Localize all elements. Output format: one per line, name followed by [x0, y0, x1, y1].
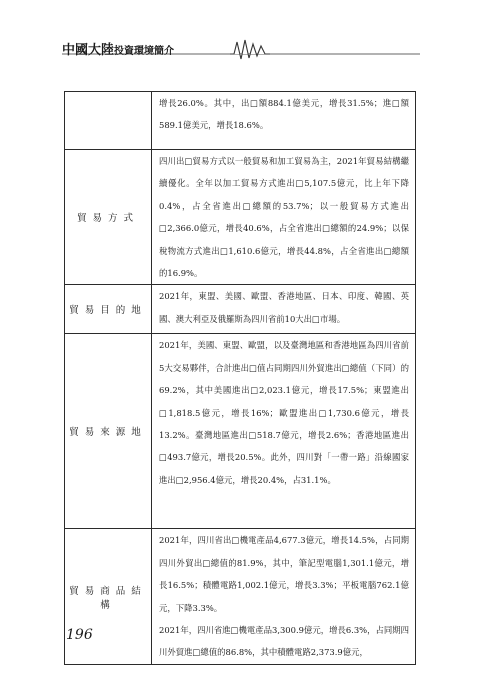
content-paragraph: 增長26.0%。其中，出□額884.1億美元，增長31.5%；進□額589.1億美元，增長18.6%。 [159, 98, 409, 131]
publication-title-sub: 投資環境簡介 [114, 46, 175, 57]
content-paragraph: 2021年，東盟、美國、歐盟、香港地區、日本、印度、韓國、英國、澳大利亞及俄羅斯為四川省前10大出□市場。 [159, 291, 409, 324]
row-content [152, 334, 416, 529]
row-content [152, 92, 416, 150]
content-paragraph: 四川出□貿易方式以一般貿易和加工貿易為主，2021年貿易結構繼續優化。全年以加工貿易方式進出□5,107.5億元，比上年下降0.4%，占全省進出□總額的53.7%；以一般貿易方式進出□2,366.0億元，增長40.6%，占全省進出□總額的24.9%；以保稅物流方式進出□1,610.6億元，增長44.8%，占全省進出□總額的16.9%。 [159, 156, 409, 279]
row-label: 貿易方式 [65, 150, 152, 285]
row-content [152, 150, 416, 285]
publication-title [62, 39, 174, 58]
page-number: 196 [66, 627, 93, 643]
table-row [65, 92, 416, 150]
publication-title-main: 中國大陸 [62, 43, 115, 58]
table-row [65, 334, 416, 529]
content-paragraph: 2021年，美國、東盟、歐盟，以及臺灣地區和香港地區為四川省前5大交易夥伴，合計進出□值占同期四川外貿進出□總值（下同）的69.2%，其中美國進出□2,023.1億元，增長17.5%；東盟進出□1,818.5億元，增長16%；歐盟進出□1,730.6億元，增長13.2%。臺灣地區進出□518.7億元，增長2.6%；香港地區進出□493.7億元，增長20.5%。此外，四川對「一帶一路」沿線國家進出□2,956.4億元，增長20.4%，占31.1%。 [159, 340, 409, 485]
row-label [65, 92, 152, 150]
running-header [62, 36, 420, 60]
row-content [152, 529, 416, 664]
row-label: 貿易來源地 [65, 334, 152, 529]
row-content [152, 285, 416, 334]
trade-info-table [64, 91, 416, 665]
table-row [65, 150, 416, 285]
row-label: 貿易目的地 [65, 285, 152, 334]
content-paragraph: 2021年，四川省出□機電產品4,677.3億元，增長14.5%，占同期四川外貿出□總值的81.9%，其中，筆記型電腦1,301.1億元，增長16.5%；積體電路1,002.1億元，增長3.3%；平板電腦762.1億元，下降3.3%。 [159, 535, 409, 613]
table-row [65, 529, 416, 664]
row-label: 貿易商品結構 [65, 529, 152, 664]
table-row [65, 285, 416, 334]
content-paragraph: 2021年，四川省進□機電產品3,300.9億元，增長6.3%，占同期四川外貿進□總值的86.8%，其中積體電路2,373.9億元， [159, 625, 409, 658]
